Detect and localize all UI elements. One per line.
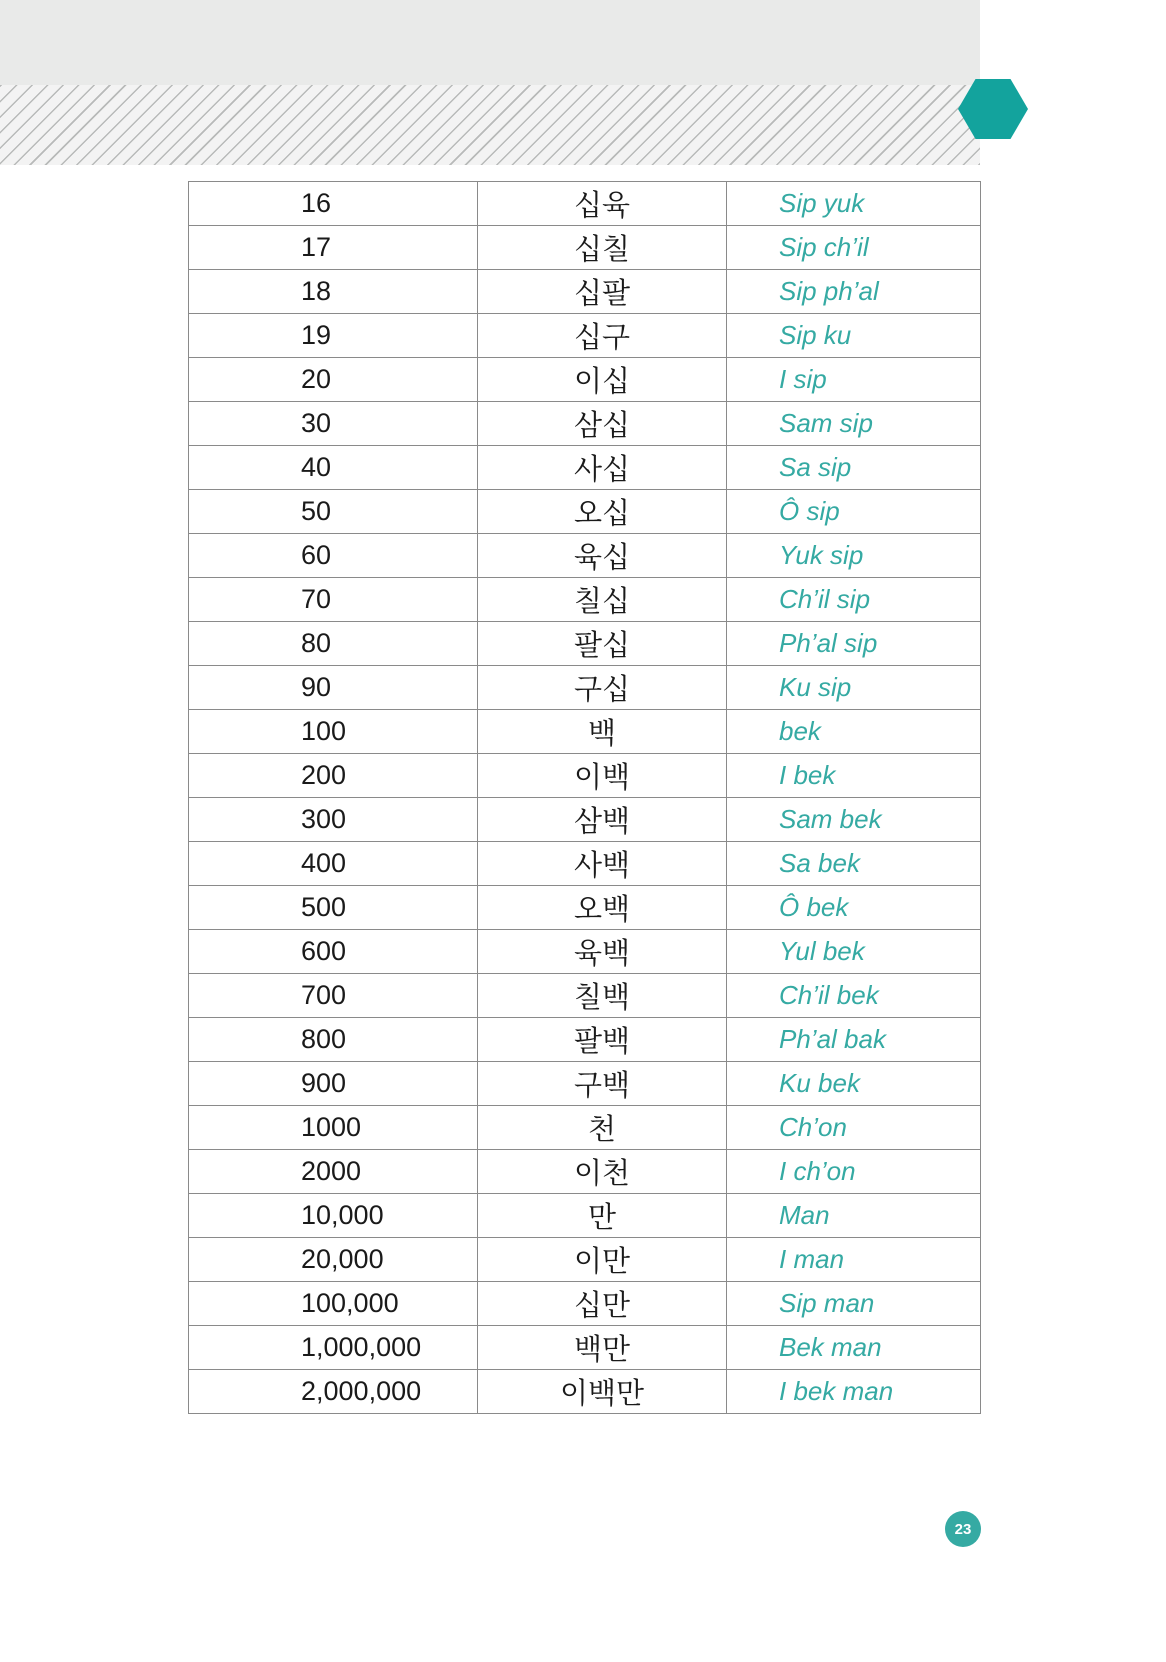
romanization-cell: Ô sip [727, 490, 981, 534]
number-cell: 100 [189, 710, 478, 754]
table-row [189, 182, 981, 226]
romanization-cell: bek [727, 710, 981, 754]
korean-cell: 백 [478, 710, 727, 754]
romanization-cell: Sam sip [727, 402, 981, 446]
korean-cell: 이천 [478, 1150, 727, 1194]
romanization-cell: Ku bek [727, 1062, 981, 1106]
korean-cell: 사백 [478, 842, 727, 886]
number-cell: 300 [189, 798, 478, 842]
korean-cell: 사십 [478, 446, 727, 490]
romanization-cell: Yul bek [727, 930, 981, 974]
korean-cell: 십구 [478, 314, 727, 358]
korean-cell: 백만 [478, 1326, 727, 1370]
number-cell: 80 [189, 622, 478, 666]
number-cell: 40 [189, 446, 478, 490]
table-row [189, 1326, 981, 1370]
korean-cell: 십팔 [478, 270, 727, 314]
header-band [0, 0, 980, 85]
romanization-cell: I man [727, 1238, 981, 1282]
romanization-cell: Ô bek [727, 886, 981, 930]
table-row [189, 622, 981, 666]
romanization-cell: Sip ph’al [727, 270, 981, 314]
number-cell: 600 [189, 930, 478, 974]
korean-cell: 이백만 [478, 1370, 727, 1414]
romanization-cell: Bek man [727, 1326, 981, 1370]
table-row [189, 578, 981, 622]
table-row [189, 534, 981, 578]
korean-cell: 이백 [478, 754, 727, 798]
korean-numbers-table [188, 181, 981, 1414]
romanization-cell: I sip [727, 358, 981, 402]
romanization-cell: Ch’on [727, 1106, 981, 1150]
number-cell: 16 [189, 182, 478, 226]
korean-cell: 만 [478, 1194, 727, 1238]
number-cell: 19 [189, 314, 478, 358]
table-row [189, 930, 981, 974]
number-cell: 90 [189, 666, 478, 710]
korean-cell: 팔백 [478, 1018, 727, 1062]
number-cell: 60 [189, 534, 478, 578]
number-cell: 50 [189, 490, 478, 534]
korean-cell: 십칠 [478, 226, 727, 270]
korean-cell: 오백 [478, 886, 727, 930]
korean-cell: 삼백 [478, 798, 727, 842]
number-cell: 1,000,000 [189, 1326, 478, 1370]
number-cell: 10,000 [189, 1194, 478, 1238]
table-row [189, 666, 981, 710]
number-cell: 18 [189, 270, 478, 314]
number-cell: 800 [189, 1018, 478, 1062]
table-row [189, 710, 981, 754]
romanization-cell: Ph’al sip [727, 622, 981, 666]
table-row [189, 1018, 981, 1062]
table-row [189, 1238, 981, 1282]
number-cell: 100,000 [189, 1282, 478, 1326]
romanization-cell: Sa bek [727, 842, 981, 886]
number-cell: 200 [189, 754, 478, 798]
number-cell: 1000 [189, 1106, 478, 1150]
table-row [189, 1194, 981, 1238]
number-cell: 20,000 [189, 1238, 478, 1282]
table-row [189, 358, 981, 402]
table-row [189, 1106, 981, 1150]
romanization-cell: I bek [727, 754, 981, 798]
table-row [189, 842, 981, 886]
romanization-cell: Sip ku [727, 314, 981, 358]
number-cell: 900 [189, 1062, 478, 1106]
table-row [189, 270, 981, 314]
number-cell: 400 [189, 842, 478, 886]
table-row [189, 314, 981, 358]
korean-cell: 이십 [478, 358, 727, 402]
page-number-badge: 23 [945, 1511, 981, 1547]
number-cell: 700 [189, 974, 478, 1018]
korean-cell: 칠백 [478, 974, 727, 1018]
number-cell: 2000 [189, 1150, 478, 1194]
romanization-cell: I ch’on [727, 1150, 981, 1194]
korean-cell: 십만 [478, 1282, 727, 1326]
table-row [189, 974, 981, 1018]
romanization-cell: I bek man [727, 1370, 981, 1414]
korean-cell: 육백 [478, 930, 727, 974]
number-cell: 17 [189, 226, 478, 270]
table-row [189, 754, 981, 798]
korean-cell: 칠십 [478, 578, 727, 622]
table-row [189, 226, 981, 270]
number-cell: 20 [189, 358, 478, 402]
table-row [189, 1370, 981, 1414]
romanization-cell: Ph’al bak [727, 1018, 981, 1062]
korean-cell: 삼십 [478, 402, 727, 446]
table-body [189, 182, 981, 1414]
table-row [189, 1062, 981, 1106]
romanization-cell: Sip yuk [727, 182, 981, 226]
korean-cell: 오십 [478, 490, 727, 534]
number-cell: 70 [189, 578, 478, 622]
table-row [189, 490, 981, 534]
romanization-cell: Ku sip [727, 666, 981, 710]
romanization-cell: Ch’il bek [727, 974, 981, 1018]
number-cell: 500 [189, 886, 478, 930]
table-row [189, 1282, 981, 1326]
korean-cell: 육십 [478, 534, 727, 578]
korean-cell: 구십 [478, 666, 727, 710]
table-row [189, 402, 981, 446]
number-cell: 30 [189, 402, 478, 446]
table-row [189, 1150, 981, 1194]
korean-cell: 십육 [478, 182, 727, 226]
korean-cell: 구백 [478, 1062, 727, 1106]
korean-cell: 천 [478, 1106, 727, 1150]
romanization-cell: Yuk sip [727, 534, 981, 578]
header-hatch-pattern [0, 85, 980, 165]
romanization-cell: Sip man [727, 1282, 981, 1326]
table-row [189, 446, 981, 490]
romanization-cell: Man [727, 1194, 981, 1238]
romanization-cell: Sip ch’il [727, 226, 981, 270]
number-cell: 2,000,000 [189, 1370, 478, 1414]
romanization-cell: Sa sip [727, 446, 981, 490]
table-row [189, 886, 981, 930]
romanization-cell: Sam bek [727, 798, 981, 842]
korean-cell: 이만 [478, 1238, 727, 1282]
romanization-cell: Ch’il sip [727, 578, 981, 622]
table-row [189, 798, 981, 842]
korean-cell: 팔십 [478, 622, 727, 666]
